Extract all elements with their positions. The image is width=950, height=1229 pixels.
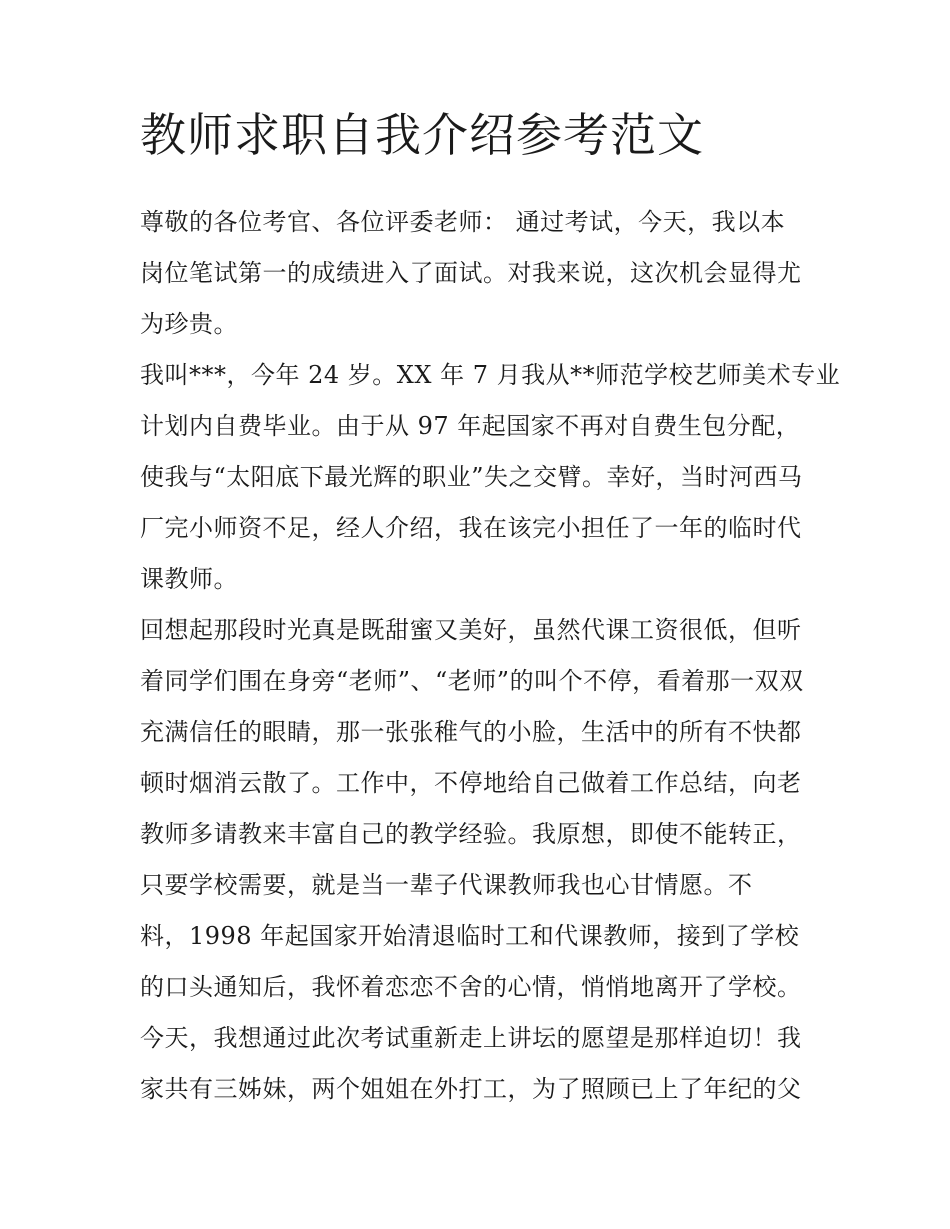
- body-line: 料，1998 年起国家开始清退临时工和代课教师，接到了学校: [140, 922, 800, 950]
- body-line: 课教师。: [140, 565, 238, 593]
- document-title: 教师求职自我介绍参考范文: [140, 108, 704, 162]
- body-line: 为珍贵。: [140, 310, 238, 338]
- body-line: 只要学校需要，就是当一辈子代课教师我也心甘情愿。不: [140, 871, 753, 899]
- body-line: 顿时烟消云散了。工作中，不停地给自己做着工作总结，向老: [140, 769, 802, 797]
- body-line: 回想起那段时光真是既甜蜜又美好，虽然代课工资很低，但听: [140, 616, 802, 644]
- body-line: 使我与“太阳底下最光辉的职业”失之交臂。幸好，当时河西马: [140, 463, 803, 491]
- body-line: 我叫***，今年 24 岁。XX 年 7 月我从**师范学校艺师美术专业: [140, 361, 841, 389]
- body-line: 今天，我想通过此次考试重新走上讲坛的愿望是那样迫切！我: [140, 1024, 802, 1052]
- body-line: 计划内自费毕业。由于从 97 年起国家不再对自费生包分配，: [140, 412, 801, 440]
- body-line: 的口头通知后，我怀着恋恋不舍的心情，悄悄地离开了学校。: [140, 973, 802, 1001]
- body-line: 教师多请教来丰富自己的教学经验。我原想，即使不能转正，: [140, 820, 802, 848]
- body-line: 尊敬的各位考官、各位评委老师： 通过考试，今天，我以本: [140, 208, 786, 236]
- body-line: 厂完小师资不足，经人介绍，我在该完小担任了一年的临时代: [140, 514, 802, 542]
- body-line: 岗位笔试第一的成绩进入了面试。对我来说，这次机会显得尤: [140, 259, 802, 287]
- body-line: 着同学们围在身旁“老师”、“老师”的叫个不停，看着那一双双: [140, 667, 804, 695]
- body-line: 充满信任的眼睛，那一张张稚气的小脸，生活中的所有不快都: [140, 718, 802, 746]
- body-line: 家共有三姊妹，两个姐姐在外打工，为了照顾已上了年纪的父: [140, 1075, 802, 1103]
